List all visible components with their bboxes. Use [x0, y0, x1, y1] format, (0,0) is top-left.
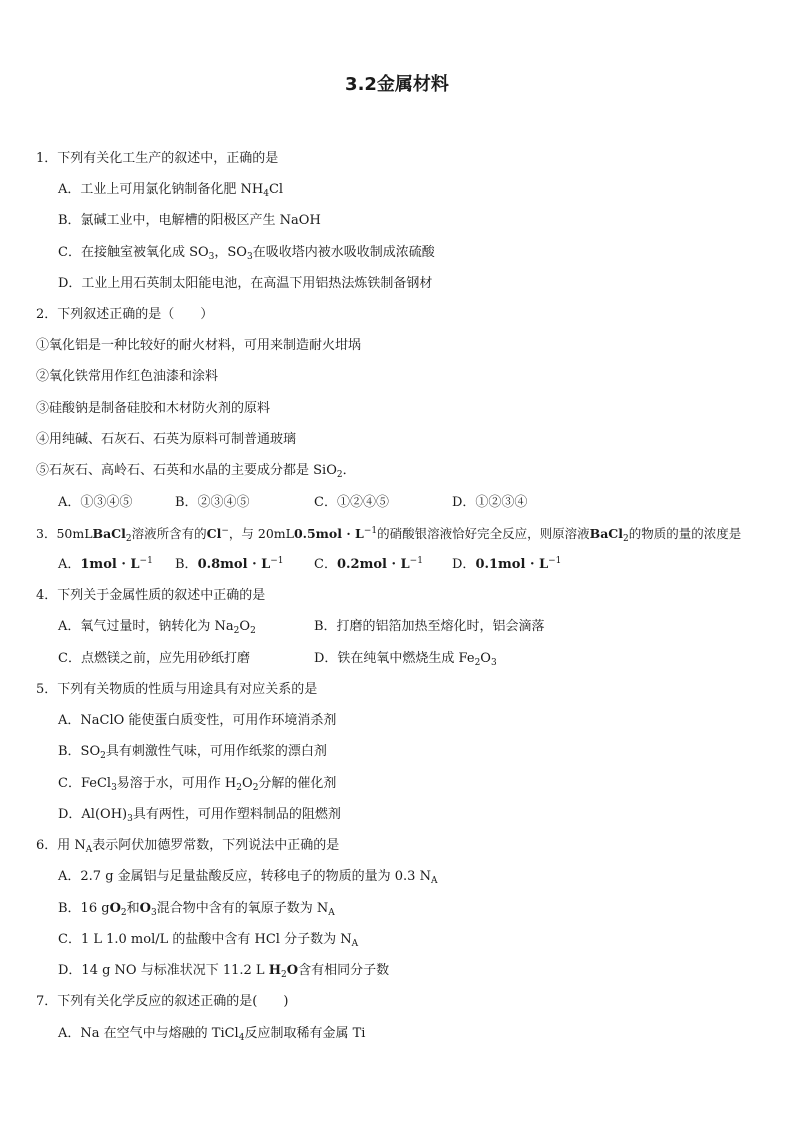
question-3-option-b: B．$0.8mol \cdot L^{-1}$: [175, 556, 284, 572]
question-5-option-a: A．NaClO 能使蛋白质变性，可用作环境消杀剂: [58, 713, 337, 728]
question-3-option-d: D．$0.1mol \cdot L^{-1}$: [452, 556, 562, 572]
question-1-stem: 1．下列有关化工生产的叙述中，正确的是: [36, 151, 279, 166]
question-2-statement-2: ②氧化铁常用作红色油漆和涂料: [36, 369, 219, 384]
question-2-statement-5: ⑤石灰石、高岭石、石英和水晶的主要成分都是 SiO$_2$．: [36, 463, 356, 480]
question-5-option-b: B．$SO_2$具有刺激性气味，可用作纸浆的漂白剂: [58, 744, 327, 761]
question-4-option-a: A．氧气过量时，钠转化为 $Na_2O_2$: [58, 619, 256, 636]
question-7-option-a: A．Na 在空气中与熔融的 TiCl$_4$反应制取稀有金属 Ti: [58, 1026, 366, 1043]
question-3-option-c: C．$0.2mol \cdot L^{-1}$: [314, 556, 423, 572]
question-4-option-c: C．点燃镁之前，应先用砂纸打磨: [58, 651, 250, 666]
question-7-stem: 7．下列有关化学反应的叙述正确的是( ): [36, 994, 289, 1009]
question-2-option-d: D．①②③④: [452, 495, 528, 510]
question-1-option-a: A．工业上可用氯化钠制备化肥 $NH_4Cl$: [58, 182, 284, 199]
question-3-stem: 3．50mLBaCl$_2$溶液所含有的Cl−，与 $20mL0.5mol \cdot L^{-1}$的硝酸银溶液恰好完全反应，则原溶液BaCl$_2$的物质的量的浓度是: [36, 526, 742, 544]
question-2-option-a: A．①③④⑤: [58, 495, 133, 510]
question-2-statement-1: ①氧化铝是一种比较好的耐火材料，可用来制造耐火坩埚: [36, 338, 362, 353]
question-6-option-d: D．14 g NO 与标准状况下 11.2 L $H_2O$含有相同分子数: [58, 963, 390, 980]
question-1-option-b: B．氯碱工业中，电解槽的阳极区产生 NaOH: [58, 213, 321, 228]
question-6-option-b: B．16 $gO_2$和$O_3$混合物中含有的氧原子数为 $N_A$: [58, 901, 335, 918]
page-title: 3.2金属材料: [345, 74, 449, 95]
question-5-stem: 5．下列有关物质的性质与用途具有对应关系的是: [36, 682, 318, 697]
question-2-option-b: B．②③④⑤: [175, 495, 250, 510]
question-1-option-d: D．工业上用石英制太阳能电池，在高温下用铝热法炼铁制备钢材: [58, 276, 433, 291]
question-2-option-c: C．①②④⑤: [314, 495, 389, 510]
question-1-option-c: C．在接触室被氧化成 $SO_3$，$SO_3$在吸收塔内被水吸收制成浓硫酸: [58, 245, 435, 262]
question-6-option-a: A．2.7 g 金属铝与足量盐酸反应，转移电子的物质的量为 0.3 $N_A$: [58, 869, 438, 886]
question-6-option-c: C．1 L 1.0 mol/L 的盐酸中含有 HCl 分子数为 $N_A$: [58, 932, 359, 949]
question-2-stem: 2．下列叙述正确的是（ ）: [36, 307, 214, 322]
question-5-option-d: D．$Al(OH)_3$具有两性，可用作塑料制品的阻燃剂: [58, 807, 341, 824]
question-6-stem: 6．用 $N_A$表示阿伏加德罗常数，下列说法中正确的是: [36, 838, 340, 855]
question-4-option-d: D．铁在纯氧中燃烧生成 $Fe_2O_3$: [314, 651, 497, 668]
question-4-option-b: B．打磨的铝箔加热至熔化时，铝会滴落: [314, 619, 545, 634]
question-3-option-a: A．$1mol \cdot L^{-1}$: [58, 556, 153, 572]
question-2-statement-4: ④用纯碱、石灰石、石英为原料可制普通玻璃: [36, 432, 297, 447]
question-4-stem: 4．下列关于金属性质的叙述中正确的是: [36, 588, 266, 603]
question-2-statement-3: ③硅酸钠是制备硅胶和木材防火剂的原料: [36, 401, 271, 416]
question-5-option-c: C．FeCl$_3$易溶于水，可用作 $H_2O_2$分解的催化剂: [58, 776, 337, 793]
